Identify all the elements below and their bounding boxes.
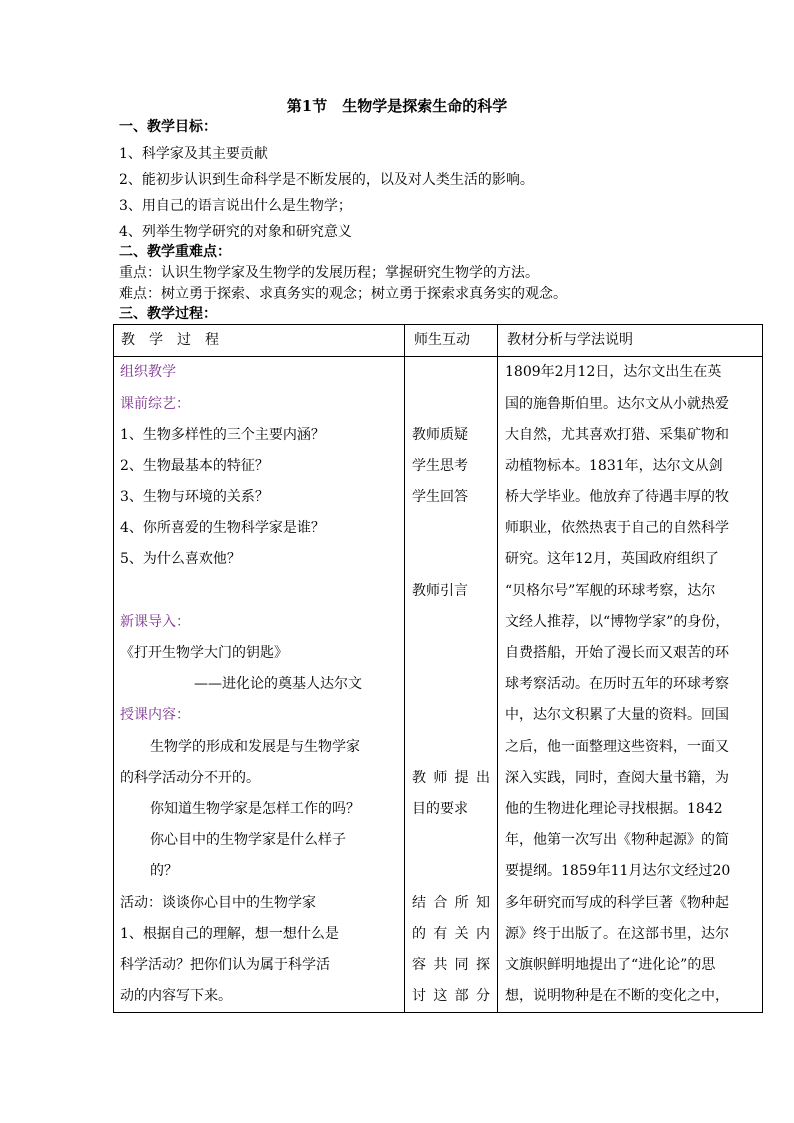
analysis-line: 源》终于出版了。在这部书里，达尔 (505, 926, 729, 942)
analysis-line: 要提纲。1859年11月达尔文经过20 (505, 863, 731, 879)
analysis-line: 1809年2月12日，达尔文出生在英 (505, 364, 722, 380)
interaction-line: 的 有 关 内 (412, 926, 490, 942)
process-line: 1、根据自己的理解，想一想什么是 (120, 926, 339, 942)
objective-item: 4、列举生物学研究的对象和研究意义 (119, 224, 352, 240)
interaction-line: 教 师 提 出 (412, 770, 490, 786)
process-line: 动的内容写下来。 (120, 988, 232, 1004)
objective-item: 3、用自己的语言说出什么是生物学； (119, 198, 352, 214)
process-line: 5、为什么喜欢他？ (120, 551, 241, 567)
key-point-text: 重点：认识生物学家及生物学的发展历程；掌握研究生物学的方法。 (119, 265, 539, 281)
analysis-line: 自费搭船，开始了漫长而又艰苦的环 (505, 645, 729, 661)
process-line: 新课导入： (120, 614, 190, 630)
process-line: 你知道生物学家是怎样工作的吗？ (150, 801, 360, 817)
table-header-process: 教 学 过 程 (121, 332, 219, 348)
section-heading-process: 三、教学过程： (119, 306, 217, 322)
analysis-line: “贝格尔号”军舰的环球考察，达尔 (505, 583, 716, 599)
interaction-line: 学生回答 (412, 489, 468, 505)
analysis-line: 国的施鲁斯伯里。达尔文从小就热爱 (505, 396, 729, 412)
section-heading-key-points: 二、教学重难点： (119, 244, 231, 260)
process-line: 你心目中的生物学家是什么样子 (150, 832, 346, 848)
analysis-line: 多年研究而写成的科学巨著《物种起 (505, 895, 729, 911)
page-title: 第1节 生物学是探索生命的科学 (286, 97, 508, 115)
analysis-line: 研究。这年12月，英国政府组织了 (505, 551, 719, 567)
analysis-line: 球考察活动。在历时五年的环球考察 (505, 676, 729, 692)
process-line: 2、生物最基本的特征？ (120, 458, 269, 474)
table-header-interaction: 师生互动 (414, 332, 470, 348)
process-line: 活动：谈谈你心目中的生物学家 (120, 895, 316, 911)
analysis-line: 想，说明物种是在不断的变化之中， (505, 988, 729, 1004)
process-line: ——进化论的奠基人达尔文 (194, 676, 362, 692)
process-line: 1、生物多样性的三个主要内涵？ (120, 427, 325, 443)
interaction-line: 教师引言 (412, 583, 468, 599)
interaction-line: 容 共 同 探 (412, 957, 490, 973)
process-line: 《打开生物学大门的钥匙》 (120, 645, 288, 661)
analysis-line: 之后，他一面整理这些资料，一面又 (505, 739, 729, 755)
analysis-line: 他的生物进化理论寻找根据。1842 (505, 801, 723, 817)
objective-item: 1、科学家及其主要贡献 (119, 146, 268, 162)
analysis-line: 文旗帜鲜明地提出了“进化论”的思 (505, 957, 716, 973)
process-line: 4、你所喜爱的生物科学家是谁？ (120, 520, 325, 536)
analysis-line: 动植物标本。1831年，达尔文从剑 (505, 458, 723, 474)
process-line: 科学活动？把你们认为属于科学活 (120, 957, 330, 973)
table-header-analysis: 教材分析与学法说明 (507, 332, 633, 348)
section-heading-objectives: 一、教学目标： (119, 119, 217, 135)
process-line: 课前综艺： (120, 396, 190, 412)
analysis-line: 大自然，尤其喜欢打猎、采集矿物和 (505, 427, 729, 443)
process-line: 3、生物与环境的关系？ (120, 489, 269, 505)
interaction-line: 学生思考 (412, 458, 468, 474)
analysis-line: 文经人推荐，以“博物学家”的身份， (505, 614, 730, 630)
analysis-line: 中，达尔文积累了大量的资料。回国 (505, 707, 729, 723)
interaction-line: 目的要求 (412, 801, 468, 817)
analysis-line: 年，他第一次写出《物种起源》的简 (505, 832, 729, 848)
process-line: 的科学活动分不开的。 (120, 770, 260, 786)
interaction-line: 结 合 所 知 (412, 895, 490, 911)
difficult-point-text: 难点：树立勇于探索、求真务实的观念；树立勇于探索求真务实的观念。 (119, 286, 567, 302)
process-line: 的？ (150, 863, 178, 879)
objective-item: 2、能初步认识到生命科学是不断发展的，以及对人类生活的影响。 (119, 172, 534, 188)
interaction-line: 讨 这 部 分 (412, 988, 490, 1004)
process-line: 授课内容： (120, 707, 190, 723)
analysis-line: 师职业，依然热衷于自己的自然科学 (505, 520, 729, 536)
interaction-line: 教师质疑 (412, 427, 468, 443)
process-line: 生物学的形成和发展是与生物学家 (150, 739, 360, 755)
process-line: 组织教学 (120, 364, 176, 380)
analysis-line: 桥大学毕业。他放弃了待遇丰厚的牧 (505, 489, 729, 505)
analysis-line: 深入实践，同时，查阅大量书籍，为 (505, 770, 729, 786)
